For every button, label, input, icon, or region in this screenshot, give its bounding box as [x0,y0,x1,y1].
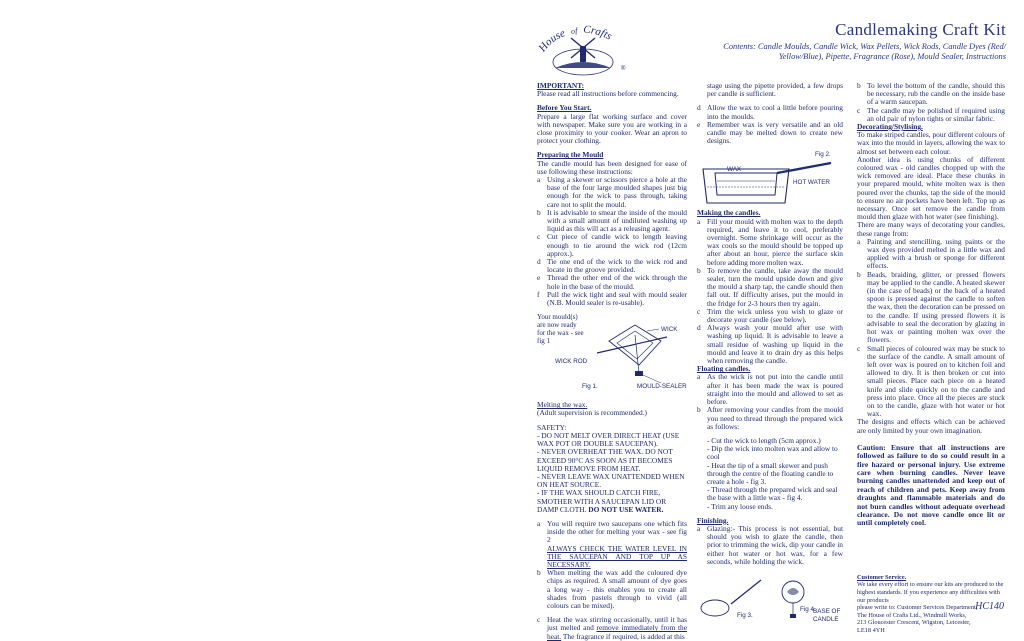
preparing-mould-list [537,176,687,307]
melting-wax-heading: Melting the wax. [537,400,588,410]
making-step-b: b To remove the candle, take away the mould sealer, turn the mould upside down and give the mould a sharp tap, the candle should then fall out. If difficulty arises, put the mould in the fridge for 2-3 hours then try again. [697,265,843,308]
finishing-cont-step-c: c The candle may be polished if required using an old pair of nylon tights or similar fabric. [857,105,1005,123]
preparing-mould-heading: Preparing the Mould [537,150,604,160]
figure-3-4 [697,570,843,624]
customer-service-line-3: The House of Crafts Ltd., Windmill Works, [857,611,967,619]
mould-sealer-label: MOULD-SEALER [637,383,687,391]
customer-service-line-4: 213 Gloucester Crescent, Wigston, Leicester, [857,619,971,627]
making-step-d: d Always wash your mould after use with washing up liquid. It is advisable to leave a small residue of washing up liquid in the mould and leave it to drain dry as this helps when removing the candle. [697,323,843,366]
svg-text:®: ® [621,66,626,72]
finishing-cont-step-b: b To level the bottom of the candle, should this be necessary, rub the candle on the inside base of a warm saucepan. [857,81,1005,107]
prep-step-d: d Tie one end of the wick to the wick rod and locate in the groove provided. [537,257,687,275]
customer-service-line-1: We take every effort to ensure our kits are produced to the highest standards. If you experience any difficulties with our products [857,581,1004,604]
safety-line-3: - NEVER LEAVE WAX UNATTENDED WHEN ON HEAT SOURCE. [537,471,685,490]
melt-step-a: a You will require two saucepans one which fits inside the other for melting your wax - see fig 2 ALWAYS CHECK THE WATER LEVEL IN THE SAUCEPAN AND TOP UP AS NECESSARY. [537,518,687,569]
fig3-label: Fig 3. [737,611,753,619]
fragrance-text: stage using the pipette provided, a few drops per candle is sufficient. [707,81,843,99]
melting-wax-subtext: (Adult supervision is recommended.) [537,408,648,418]
pour-step-e: e Remember wax is very versatile and an old candle may be melted down to create new designs. [697,119,843,146]
figure-1 [537,313,687,395]
column-3 [857,82,1005,635]
fig1-label: Fig 1. [582,383,598,391]
floating-substep: - Heat the tip of a small skewer and push through the centre of the floating candle to create a hole - fig 3. [707,460,834,486]
customer-service-line-2: please write to: Customer Services Department, [857,604,978,612]
base-of-label: BASE OF [813,607,841,615]
floating-substep: - Cut the wick to length (5cm approx.) [707,435,821,445]
figure-1-caption: Your mould(s) are now ready for the wax - see fig 1 [537,313,584,346]
decorating-text-3: There are many ways of decorating your candles, these range from: [857,220,1005,238]
decor-step-b: b Beads, braiding, glitter, or pressed flowers may be applied to the candle. A heated skewer (in the case of beads) or the back of a heated spoon is pressed against the candle to soften the wax, then the decoration can be pressed on to the candle. If using pressed flowers it is advisable to seal the decoration by glazing in hot wax or painting molten wax over the flowers. [857,269,1005,345]
safety-line-4: - IF THE WAX SHOULD CATCH FIRE, SMOTHER WITH A SAUCEPAN LID OR DAMP CLOTH. DO NOT USE WATER. [537,488,667,514]
windmill-logo-graphic [533,18,633,80]
hot-water-label: HOT WATER [793,179,830,187]
prep-step-a: a Using a skewer or scissors pierce a hole at the base of the four large moulded shapes just big enough for the wick to pass through, taking care not to split the mould. [537,175,687,209]
svg-text:House of C: House of Crafts [536,23,614,55]
candle-label: CANDLE [813,615,839,623]
decorating-end: The designs and effects which can be achieved are only limited by your own imagination. [857,417,1005,435]
preparing-mould-intro: The candle mould has been designed for ease of use following these instructions: [537,158,687,176]
before-you-start-heading: Before You Start. [537,103,592,113]
decor-step-c: c Small pieces of coloured wax may be stuck to the surface of the candle. A small amount of left over wax is poured on to kitchen foil and allowed to dry. It is then broken or cut into small pieces. Place each piece on a heated knife and slide quickly on to the candle and press into place. Once all the pieces are stuck on to the candle, glaze with hot water or hot wax. [857,343,1005,419]
wick-label: WICK [661,326,678,334]
house-of-crafts-logo [533,18,633,80]
floating-step-a: a As the wick is not put into the candle until after it has been made the wax is poured straight into the mould and allowed to set as before. [697,372,843,407]
fig4-label: Fig 4. [800,606,816,613]
wax-label: WAX [727,166,742,174]
finishing-step-a: a Glazing:- This process is not essential, but should you wish to glaze the candle, then prior to trimming the wick, dip your candle in either hot water or hot wax, for a few seconds, while holding the wick. [697,523,843,566]
finishing-continued-list [857,82,1005,123]
prep-step-e: e Thread the other end of the wick through the hole in the base of the mould. [537,273,687,291]
making-candles-list [697,218,843,366]
prep-step-c: c Cut piece of candle wick to length leaving enough to tie around the wick rod (12cm approx.). [537,232,687,258]
finishing-heading: Finishing. [697,515,729,525]
fig2-label: Fig 2. [815,151,831,159]
making-step-c: c Trim the wick unless you wish to glaze or decorate your candle (see below). [697,306,843,325]
wick-rod-label: WICK ROD [555,358,588,366]
customer-service-line-5: LE18 4YH [857,626,885,634]
figure-2 [697,151,843,209]
customer-service-heading: Customer Service. [857,573,907,581]
floating-steps [697,437,843,511]
floating-step-b: b After removing your candles from the mould you need to thread through the prepared wick as follows: [697,405,843,431]
decorating-text-2: Another idea is using chunks of different coloured wax - old candles chopped up with the wick removed are ideal. Place these chunks in your prepared mould, white molten wax is then poured over the chunks, tap the side of the mould to ensure no air pockets have been left. Top up as necessary. Once set remove the candle from mould then glaze with hot water (see finishing). [857,154,1005,222]
making-candles-heading: Making the candles. [697,208,761,218]
floating-candles-list [697,373,843,430]
making-step-a: a Fill your mould with molten wax to the depth required, and leave it to cool, preferably overnight. Some shrinkage will occur as the wax cools so the mould should be topped up after about an hour, pierce the surface skin before adding more molten wax. [697,216,843,267]
important-heading: IMPORTANT: [537,81,585,90]
decorating-list [857,238,1005,418]
safety-line-1: - DO NOT MELT OVER DIRECT HEAT (USE WAX POT OR DOUBLE SAUCEPAN). [537,430,680,449]
safety-heading: SAFETY: [537,422,567,432]
finishing-list [697,525,843,566]
prep-step-b: b It is advisable to smear the inside of the mould with a small amount of undiluted washing up liquid as this will act as a releasing agent. [537,207,687,234]
melt-step-b: b When melting the wax add the coloured dye chips as required. A small amount of dye goes a long way - this enables you to create all shades from pastels through to vivid (all colours can be mixed). [537,568,687,610]
kit-contents: Contents: Candle Moulds, Candle Wick, Wax Pellets, Wick Rods, Candle Dyes (Red/ Yellow/Blue), Pipette, Fragrance (Rose), Mould Sealer, Instructions [723,42,1006,61]
decor-step-a: a Painting and stencilling, using paints or the wax dyes provided melted in a little wax and applied with a brush or sponge for different effects. [857,236,1005,271]
caution-notice: Caution: Ensure that all instructions are followed as failure to do so could result in a fire hazard or personal injury. Use extreme care when burning candles. Never leave burning candles unattended and keep out of reach of children and pets. Keep away from draughts and flammable materials and do not burn candles without adequate overhead clearance. Do not move candle once lit or until completely cool. [857,442,1005,528]
page-title: Candlemaking Craft Kit [835,20,1006,39]
decorating-text-1: To make striped candles, pour different colours of wax into the mould in layers, allowing the wax to almost set between each colour. [857,130,1005,156]
column-2 [697,82,843,624]
before-you-start-text: Prepare a large flat working surface and cover with newspaper. Make sure you are working in a close proximity to your cooker. Wear an apron to protect your clothing. [537,111,687,146]
pour-step-d: d Allow the wax to cool a little before pouring into the moulds. [697,103,843,121]
pouring-list [697,104,843,145]
decorating-heading: Decorating/Stylising. [857,122,923,132]
product-code: HC140 [975,601,1004,612]
floating-candles-heading: Floating candles. [697,364,751,374]
melt-step-c: c Heat the wax stirring occasionally, until it has just melted and remove immediately from the heat. The fragrance if required, is added at this [537,615,687,641]
column-1 [537,82,687,641]
floating-substep: - Thread through the prepared wick and seal the base with a little wax - fig 4. [707,485,838,503]
important-text: Please read all instructions before commencing. [537,89,679,99]
prep-step-f: f Pull the wick tight and seal with mould sealer (N.B. Mould sealer is re-usable). [537,289,687,308]
floating-substep: - Dip the wick into molten wax and allow to cool [707,444,838,462]
floating-substep: - Trim any loose ends. [707,501,773,511]
safety-line-2: - NEVER OVERHEAT THE WAX. DO NOT EXCEED 90°C AS SOON AS IT BECOMES LIQUID REMOVE FROM HEAT. [537,447,673,473]
